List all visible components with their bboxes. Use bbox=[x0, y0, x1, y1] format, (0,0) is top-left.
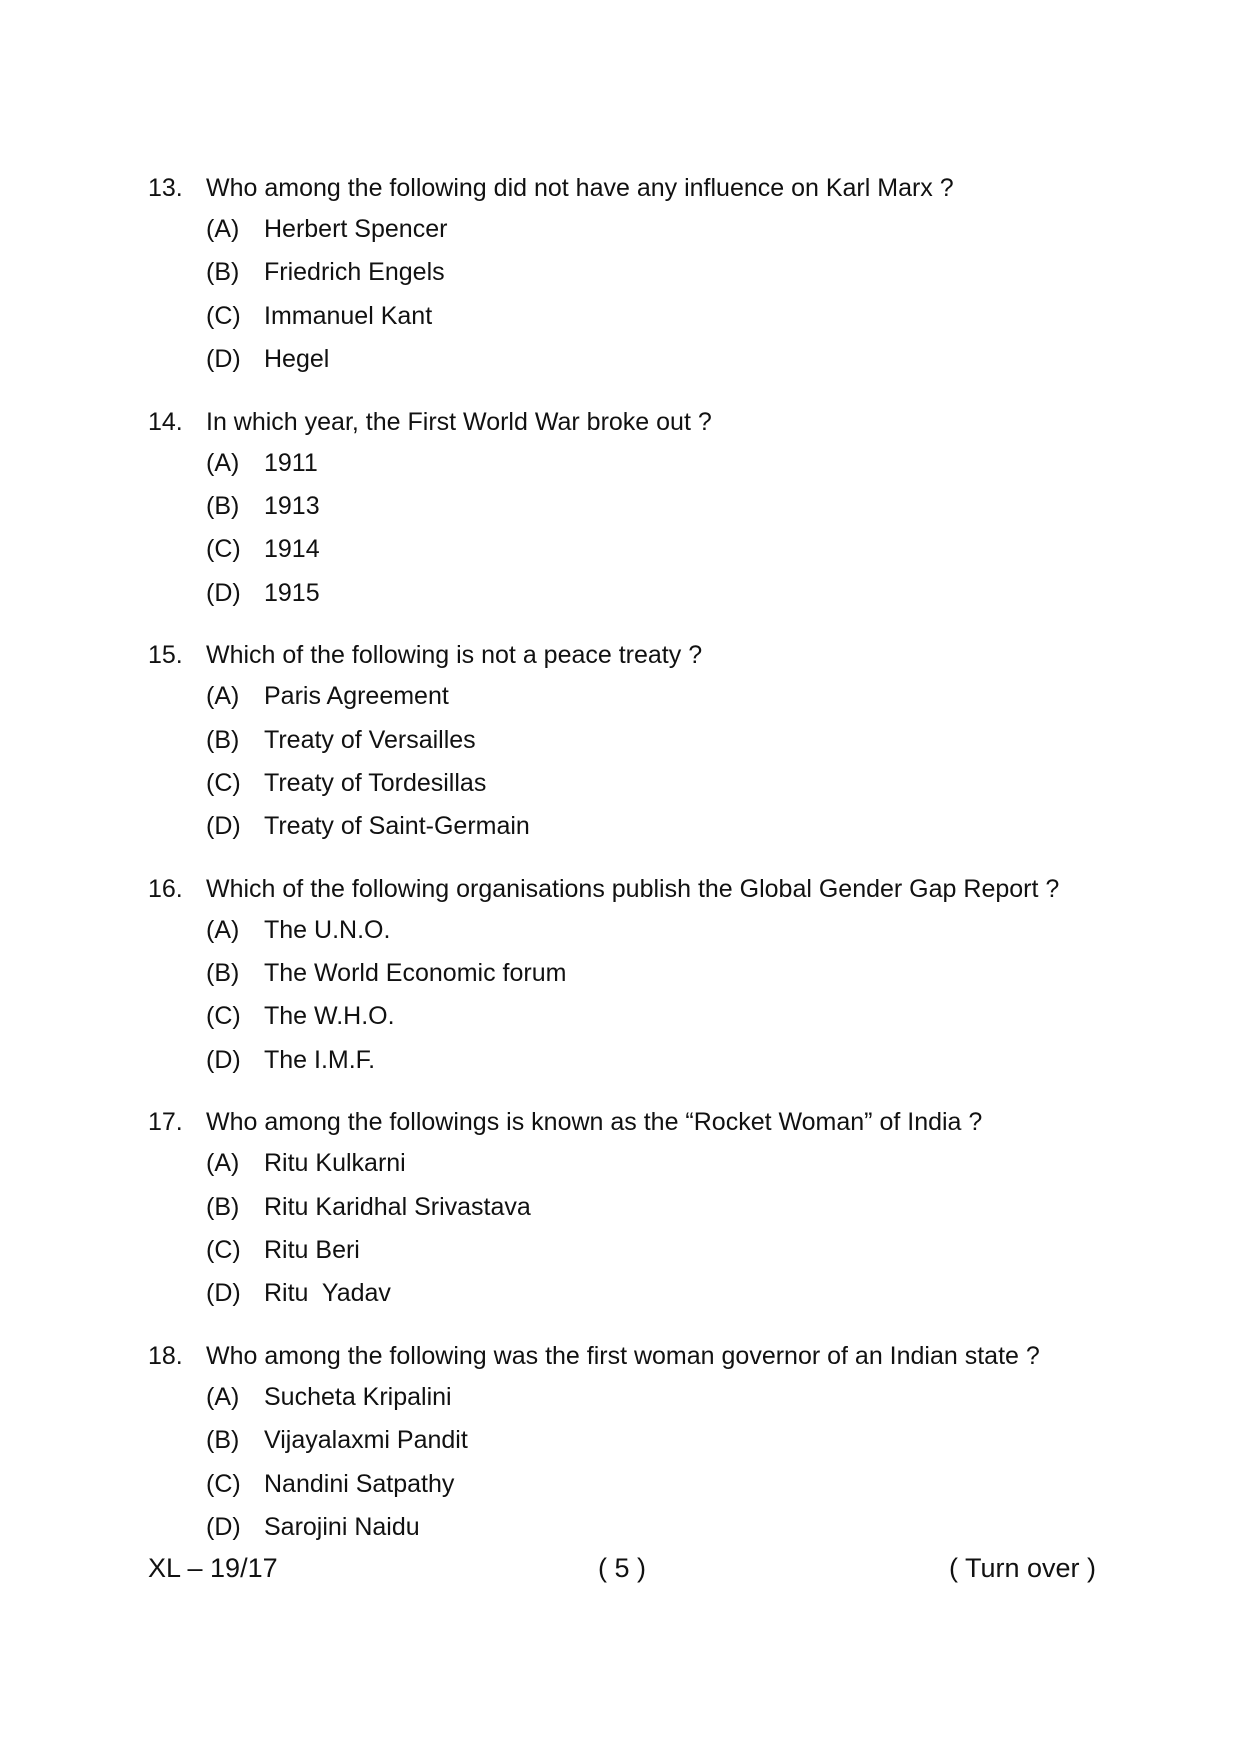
turn-over-note: ( Turn over ) bbox=[948, 1553, 1096, 1583]
option-text: Vijayalaxmi Pandit bbox=[264, 1426, 468, 1455]
option-d bbox=[206, 1039, 1108, 1082]
option-text: Sucheta Kripalini bbox=[264, 1382, 452, 1411]
option-a bbox=[206, 675, 1108, 718]
option-label: (D) bbox=[206, 1512, 241, 1541]
option-text: Hegel bbox=[264, 345, 330, 374]
option-text: Ritu Beri bbox=[264, 1236, 360, 1265]
option-text: Immanuel Kant bbox=[264, 301, 433, 330]
option-b bbox=[206, 251, 1108, 294]
option-text: The U.N.O. bbox=[264, 915, 391, 944]
option-text: Ritu Yadav bbox=[264, 1279, 391, 1308]
option-text: Treaty of Saint-Germain bbox=[264, 812, 530, 841]
option-b bbox=[206, 1419, 1108, 1462]
paper-code: XL – 19/17 bbox=[148, 1553, 278, 1583]
option-label: (D) bbox=[206, 812, 241, 841]
option-text: Treaty of Versailles bbox=[264, 725, 476, 754]
option-list bbox=[206, 909, 1108, 1083]
option-text: Friedrich Engels bbox=[264, 258, 445, 287]
option-c bbox=[206, 1229, 1108, 1272]
option-label: (B) bbox=[206, 1192, 240, 1221]
option-c bbox=[206, 1463, 1108, 1506]
option-c bbox=[206, 762, 1108, 805]
option-text: 1914 bbox=[264, 535, 320, 564]
page-footer bbox=[148, 1548, 1096, 1588]
option-b bbox=[206, 719, 1108, 762]
question-18 bbox=[148, 1336, 1108, 1550]
question-stem bbox=[148, 1336, 1108, 1376]
option-d bbox=[206, 572, 1108, 615]
question-text: Who among the following did not have any influence on Karl Marx ? bbox=[206, 174, 954, 202]
option-label: (C) bbox=[206, 1236, 241, 1265]
option-label: (A) bbox=[206, 915, 240, 944]
option-text: Treaty of Tordesillas bbox=[264, 768, 487, 797]
question-13 bbox=[148, 168, 1108, 382]
option-d bbox=[206, 338, 1108, 381]
option-text: The World Economic forum bbox=[264, 959, 567, 988]
option-b bbox=[206, 952, 1108, 995]
option-a bbox=[206, 208, 1108, 251]
option-label: (C) bbox=[206, 768, 241, 797]
question-number: 15. bbox=[148, 641, 183, 670]
option-label: (A) bbox=[206, 1149, 240, 1178]
option-label: (B) bbox=[206, 959, 240, 988]
question-number: 14. bbox=[148, 407, 183, 436]
page-number: ( 5 ) bbox=[597, 1553, 646, 1583]
option-list bbox=[206, 208, 1108, 382]
question-17 bbox=[148, 1102, 1108, 1316]
option-label: (C) bbox=[206, 1002, 241, 1031]
option-text: Nandini Satpathy bbox=[264, 1469, 455, 1498]
question-15 bbox=[148, 635, 1108, 849]
option-d bbox=[206, 1506, 1108, 1549]
option-label: (D) bbox=[206, 1045, 241, 1074]
option-label: (A) bbox=[206, 682, 240, 711]
option-label: (A) bbox=[206, 1382, 240, 1411]
option-c bbox=[206, 528, 1108, 571]
option-label: (A) bbox=[206, 215, 240, 243]
question-number: 16. bbox=[148, 874, 183, 903]
option-d bbox=[206, 805, 1108, 848]
option-label: (B) bbox=[206, 1426, 240, 1455]
question-stem bbox=[148, 869, 1108, 909]
option-list bbox=[206, 442, 1108, 616]
option-d bbox=[206, 1272, 1108, 1315]
option-text: Sarojini Naidu bbox=[264, 1512, 420, 1541]
option-text: Herbert Spencer bbox=[264, 215, 448, 243]
option-text: Ritu Karidhal Srivastava bbox=[264, 1192, 531, 1221]
question-stem bbox=[148, 1102, 1108, 1142]
option-label: (B) bbox=[206, 491, 240, 520]
question-14 bbox=[148, 402, 1108, 616]
question-text: Which of the following organisations publish the Global Gender Gap Report ? bbox=[206, 874, 1060, 903]
option-c bbox=[206, 995, 1108, 1038]
option-b bbox=[206, 1186, 1108, 1229]
option-label: (B) bbox=[206, 725, 240, 754]
option-list bbox=[206, 1142, 1108, 1316]
option-label: (D) bbox=[206, 345, 241, 374]
option-text: 1913 bbox=[264, 491, 320, 520]
option-label: (C) bbox=[206, 301, 241, 330]
option-a bbox=[206, 1142, 1108, 1185]
option-a bbox=[206, 909, 1108, 952]
option-list bbox=[206, 1376, 1108, 1550]
option-label: (C) bbox=[206, 1469, 241, 1498]
question-stem bbox=[148, 168, 1108, 208]
option-label: (B) bbox=[206, 258, 240, 287]
option-text: Ritu Kulkarni bbox=[264, 1149, 406, 1178]
option-a bbox=[206, 442, 1108, 485]
question-number: 18. bbox=[148, 1341, 183, 1370]
question-text: Who among the following was the first woman governor of an Indian state ? bbox=[206, 1341, 1040, 1370]
option-label: (D) bbox=[206, 578, 241, 607]
option-text: The I.M.F. bbox=[264, 1045, 376, 1074]
option-b bbox=[206, 485, 1108, 528]
option-text: Paris Agreement bbox=[264, 682, 449, 711]
question-stem bbox=[148, 635, 1108, 675]
question-number: 13. bbox=[148, 174, 183, 202]
option-list bbox=[206, 675, 1108, 849]
question-number: 17. bbox=[148, 1108, 183, 1137]
question-stem bbox=[148, 402, 1108, 442]
question-text: In which year, the First World War broke out ? bbox=[206, 407, 712, 436]
question-text: Who among the followings is known as the “Rocket Woman” of India ? bbox=[206, 1108, 983, 1137]
option-c bbox=[206, 295, 1108, 338]
question-16 bbox=[148, 869, 1108, 1083]
question-list bbox=[148, 168, 1108, 1569]
question-text: Which of the following is not a peace treaty ? bbox=[206, 641, 703, 670]
option-label: (A) bbox=[206, 448, 240, 477]
option-a bbox=[206, 1376, 1108, 1419]
option-text: The W.H.O. bbox=[264, 1002, 395, 1031]
option-label: (D) bbox=[206, 1279, 241, 1308]
option-text: 1915 bbox=[264, 578, 320, 607]
option-label: (C) bbox=[206, 535, 241, 564]
option-text: 1911 bbox=[264, 448, 318, 477]
